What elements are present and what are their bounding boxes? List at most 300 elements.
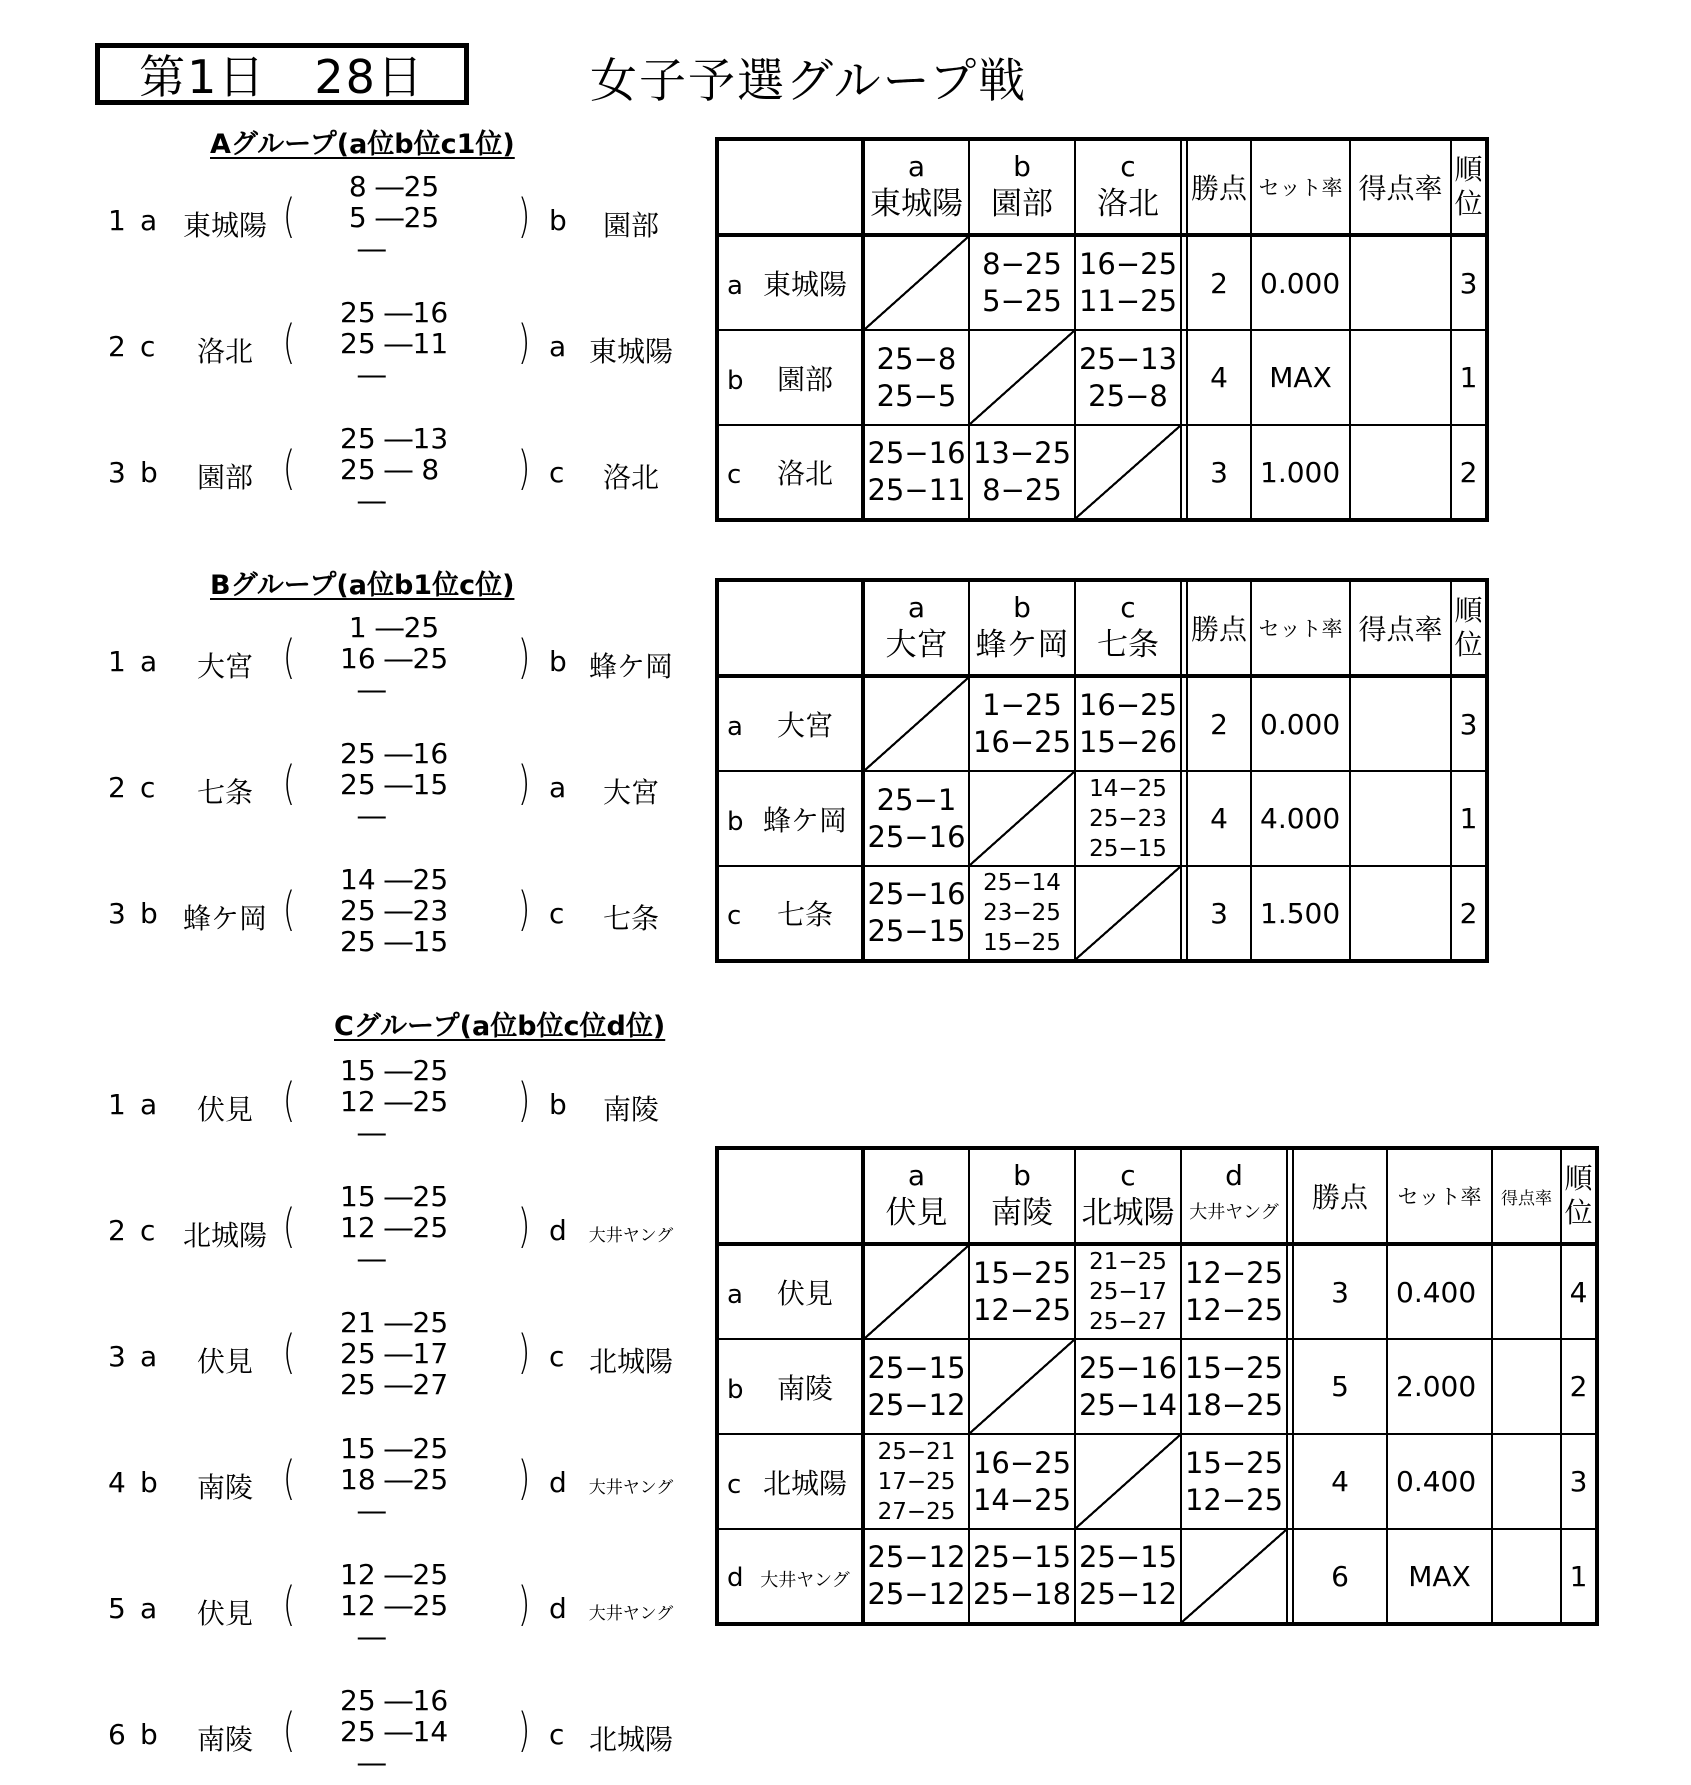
- points-cell: 5: [1293, 1339, 1387, 1434]
- match-number: 1: [108, 204, 126, 237]
- match-row: [0, 1307, 690, 1407]
- match-row: [0, 171, 690, 271]
- match-number: 1: [108, 645, 126, 678]
- set-result: 25−21: [877, 1438, 956, 1465]
- team-b-position: c: [549, 897, 565, 930]
- rank-cell: 2: [1451, 866, 1487, 961]
- result-cell: [969, 1529, 1075, 1624]
- result-cell: [969, 866, 1075, 961]
- set-score: 25 ―16: [340, 737, 449, 770]
- open-paren: (: [282, 1451, 296, 1505]
- team-b-name: 北城陽: [588, 1723, 673, 1756]
- team-b-position: c: [549, 1340, 565, 1373]
- result-cell: [1075, 1339, 1181, 1434]
- column-team-name: 東城陽: [870, 186, 963, 222]
- team-a-position: b: [140, 1718, 158, 1751]
- table-row: [717, 1434, 1597, 1529]
- table-row: [717, 235, 1487, 330]
- set-score: 25 ―11: [340, 327, 449, 360]
- result-cell: [969, 235, 1075, 330]
- set-score: ―: [340, 484, 386, 517]
- set-result: 27−25: [877, 1498, 956, 1525]
- set-result: 25−15: [1089, 835, 1167, 862]
- set-score: ―: [340, 358, 386, 391]
- set-result: 25−14: [1078, 1387, 1178, 1422]
- score-rate-cell: [1350, 676, 1451, 771]
- score-rate-cell: [1492, 1529, 1561, 1624]
- team-b-position: b: [549, 645, 567, 678]
- row-team-name: 北城陽: [762, 1466, 847, 1500]
- column-team-header: [1075, 1148, 1181, 1244]
- table-row: [717, 866, 1487, 961]
- set-result: 25−12: [867, 1540, 966, 1574]
- team-a-name: 伏見: [196, 1597, 253, 1630]
- match-number: 3: [108, 1340, 126, 1373]
- score-rate-header: 得点率: [1350, 580, 1451, 676]
- team-a-name: 大宮: [196, 650, 253, 683]
- row-team-header: [717, 676, 863, 771]
- set-score: 25 ―15: [340, 768, 449, 801]
- score-rate-cell: [1492, 1434, 1561, 1529]
- set-score: 8 ―25: [340, 170, 440, 203]
- set-score: 14 ―25: [340, 863, 449, 896]
- rank-cell: 4: [1561, 1244, 1597, 1339]
- set-scores: [340, 171, 490, 264]
- set-scores: [340, 1307, 490, 1400]
- team-b-position: a: [549, 771, 567, 804]
- set-result: 25−12: [867, 1577, 966, 1611]
- set-scores: [340, 423, 490, 516]
- result-cell: [1075, 330, 1181, 425]
- rank-header: 順位: [1561, 1148, 1597, 1244]
- set-result: 25−23: [1089, 805, 1167, 832]
- result-cell: [1075, 1529, 1181, 1624]
- diagonal-cell: [863, 235, 969, 330]
- group-title: Cグループ(a位b位c位d位): [334, 1011, 666, 1042]
- set-result: 15−25: [983, 930, 1061, 956]
- close-paren: ): [517, 1577, 531, 1631]
- column-letter: b: [1013, 1159, 1031, 1192]
- set-result: 11−25: [1078, 284, 1178, 318]
- row-letter: c: [727, 460, 742, 490]
- row-letter: a: [727, 1280, 743, 1310]
- row-team-name: 伏見: [776, 1277, 833, 1310]
- close-paren: ): [517, 630, 531, 684]
- table-header-row: [717, 1148, 1597, 1244]
- row-team-name: 園部: [776, 362, 833, 396]
- team-a-position: a: [140, 1088, 158, 1121]
- column-letter: c: [1120, 591, 1136, 624]
- row-team-name: 大井ヤング: [760, 1569, 850, 1591]
- set-result: 25−14: [983, 870, 1061, 896]
- open-paren: (: [282, 1703, 296, 1757]
- team-a-name: 園部: [196, 461, 253, 494]
- set-result: 21−25: [1089, 1249, 1167, 1275]
- rank-cell: 2: [1561, 1339, 1597, 1434]
- match-row: [0, 864, 690, 964]
- team-a-name: 伏見: [196, 1345, 253, 1378]
- table-row: [717, 771, 1487, 866]
- match-row: [0, 612, 690, 712]
- result-cell: [1075, 771, 1181, 866]
- row-team-name: 大宮: [776, 709, 833, 742]
- set-result: 18−25: [1184, 1387, 1284, 1422]
- team-a-position: a: [140, 204, 158, 237]
- column-team-header: [1075, 580, 1181, 676]
- column-team-name: 七条: [1097, 627, 1159, 663]
- set-result: 12−25: [1184, 1256, 1284, 1290]
- set-score: 12 ―25: [340, 1085, 449, 1118]
- set-result: 25−8: [1088, 378, 1168, 413]
- set-score: ―: [340, 1242, 386, 1275]
- set-result: 17−25: [877, 1468, 956, 1495]
- row-team-header: [717, 866, 863, 961]
- match-row: [0, 738, 690, 838]
- team-a-position: b: [140, 897, 158, 930]
- diagonal-cell: [1075, 425, 1181, 520]
- result-cell: [1181, 1244, 1287, 1339]
- row-team-name: 南陵: [776, 1371, 833, 1405]
- team-a-position: a: [140, 1340, 158, 1373]
- set-score: 12 ―25: [340, 1558, 449, 1591]
- set-result: 25−16: [1078, 1350, 1178, 1385]
- open-paren: (: [282, 189, 296, 243]
- set-score: 12 ―25: [340, 1211, 449, 1244]
- points-cell: 2: [1187, 676, 1251, 771]
- set-score: 21 ―25: [340, 1306, 449, 1339]
- set-result: 1−25: [982, 688, 1062, 722]
- table-header-row: [717, 580, 1487, 676]
- table-row: [717, 1529, 1597, 1624]
- set-rate-header: セット率: [1251, 139, 1350, 235]
- column-team-header: [863, 139, 969, 235]
- set-rate-cell: MAX: [1387, 1529, 1492, 1624]
- row-team-header: [717, 1339, 863, 1434]
- set-rate-header: セット率: [1251, 580, 1350, 676]
- match-number: 2: [108, 330, 126, 363]
- set-score: 1 ―25: [340, 611, 440, 644]
- set-score: ―: [340, 1116, 386, 1149]
- result-cell: [1075, 1244, 1181, 1339]
- set-result: 25−12: [867, 1387, 966, 1422]
- result-cell: [863, 425, 969, 520]
- team-b-position: a: [549, 330, 567, 363]
- score-rate-cell: [1350, 425, 1451, 520]
- score-rate-cell: [1492, 1339, 1561, 1434]
- points-cell: 3: [1187, 425, 1251, 520]
- set-score: 25 ―14: [340, 1715, 449, 1748]
- set-scores: [340, 1055, 490, 1148]
- set-score: 25 ―23: [340, 894, 449, 927]
- set-score: 25 ―16: [340, 296, 449, 329]
- set-result: 13−25: [972, 436, 1072, 470]
- row-letter: c: [727, 1469, 742, 1500]
- column-team-header: [1075, 139, 1181, 235]
- team-b-position: d: [549, 1592, 567, 1625]
- close-paren: ): [517, 1703, 531, 1757]
- column-letter: d: [1225, 1159, 1243, 1192]
- set-result: 5−25: [982, 284, 1062, 318]
- match-number: 6: [108, 1718, 126, 1751]
- open-paren: (: [282, 1577, 296, 1631]
- column-team-name: 園部: [991, 186, 1053, 222]
- open-paren: (: [282, 630, 296, 684]
- set-rate-cell: 0.000: [1251, 235, 1350, 330]
- row-letter: b: [727, 365, 744, 396]
- row-letter: b: [727, 1374, 744, 1405]
- set-scores: [340, 297, 490, 390]
- set-result: 15−25: [972, 1256, 1072, 1290]
- set-score: ―: [340, 1494, 386, 1527]
- set-score: ―: [340, 1746, 386, 1779]
- rank-cell: 1: [1561, 1529, 1597, 1624]
- points-cell: 4: [1293, 1434, 1387, 1529]
- match-number: 5: [108, 1592, 126, 1625]
- set-result: 25−27: [1089, 1309, 1167, 1335]
- result-cell: [863, 1339, 969, 1434]
- set-scores: [340, 1685, 490, 1778]
- match-row: [0, 297, 690, 397]
- open-paren: (: [282, 1073, 296, 1127]
- team-a-name: 洛北: [196, 335, 253, 368]
- close-paren: ): [517, 1325, 531, 1379]
- open-paren: (: [282, 441, 296, 495]
- team-b-name: 大井ヤング: [588, 1604, 674, 1624]
- result-cell: [863, 866, 969, 961]
- set-result: 12−25: [1184, 1293, 1284, 1327]
- table-row: [717, 1339, 1597, 1434]
- set-score: ―: [340, 673, 386, 706]
- score-rate-cell: [1350, 330, 1451, 425]
- column-letter: c: [1120, 150, 1136, 183]
- row-letter: a: [727, 271, 743, 301]
- close-paren: ): [517, 1199, 531, 1253]
- open-paren: (: [282, 882, 296, 936]
- set-score: 15 ―25: [340, 1180, 449, 1213]
- standings-table: [715, 1146, 1599, 1626]
- set-score: 25 ―13: [340, 422, 449, 455]
- set-result: 15−26: [1078, 725, 1178, 759]
- row-team-header: [717, 1244, 863, 1339]
- team-a-position: c: [140, 771, 156, 804]
- row-letter: d: [727, 1562, 744, 1593]
- points-cell: 4: [1187, 330, 1251, 425]
- set-result: 16−25: [1078, 688, 1178, 722]
- row-team-header: [717, 1434, 863, 1529]
- set-rate-cell: 1.500: [1251, 866, 1350, 961]
- set-rate-cell: 2.000: [1387, 1339, 1492, 1434]
- set-score: ―: [340, 1620, 386, 1653]
- points-cell: 3: [1293, 1244, 1387, 1339]
- match-number: 1: [108, 1088, 126, 1121]
- team-b-position: d: [549, 1466, 567, 1499]
- set-result: 25−17: [1089, 1279, 1167, 1305]
- points-header: 勝点: [1187, 580, 1251, 676]
- close-paren: ): [517, 1073, 531, 1127]
- set-result: 8−25: [982, 247, 1062, 281]
- column-letter: a: [907, 150, 926, 183]
- row-team-name: 蜂ケ岡: [762, 803, 847, 837]
- open-paren: (: [282, 1199, 296, 1253]
- set-result: 25−18: [972, 1577, 1072, 1611]
- team-a-position: c: [140, 330, 156, 363]
- team-b-name: 蜂ケ岡: [588, 650, 673, 683]
- row-team-name: 東城陽: [762, 268, 847, 301]
- set-scores: [340, 738, 490, 831]
- match-row: [0, 1055, 690, 1155]
- set-scores: [340, 612, 490, 705]
- set-score: 25 ―15: [340, 925, 449, 958]
- rank-cell: 1: [1451, 330, 1487, 425]
- result-cell: [1075, 676, 1181, 771]
- set-score: 18 ―25: [340, 1463, 449, 1496]
- match-number: 3: [108, 456, 126, 489]
- team-b-position: c: [549, 1718, 565, 1751]
- column-team-header: [969, 1148, 1075, 1244]
- set-result: 25−5: [876, 378, 957, 413]
- corner-cell: [717, 580, 863, 676]
- set-rate-header: セット率: [1387, 1148, 1492, 1244]
- set-score: 15 ―25: [340, 1054, 449, 1087]
- team-b-name: 北城陽: [588, 1345, 673, 1378]
- set-score: ―: [340, 799, 386, 832]
- diagonal-cell: [1181, 1529, 1287, 1624]
- match-row: [0, 1433, 690, 1533]
- set-result: 15−25: [1184, 1350, 1284, 1385]
- set-result: 25−13: [1078, 341, 1178, 376]
- set-result: 25−1: [876, 782, 957, 817]
- set-rate-cell: 1.000: [1251, 425, 1350, 520]
- column-letter: a: [907, 1159, 926, 1192]
- points-header: 勝点: [1187, 139, 1251, 235]
- set-score: 25 ―17: [340, 1337, 449, 1370]
- table-row: [717, 425, 1487, 520]
- result-cell: [863, 1529, 969, 1624]
- team-b-position: d: [549, 1214, 567, 1247]
- rank-cell: 3: [1451, 676, 1487, 771]
- set-result: 25−12: [1078, 1577, 1178, 1611]
- diagonal-cell: [1075, 1434, 1181, 1529]
- set-rate-cell: 0.400: [1387, 1434, 1492, 1529]
- rank-cell: 3: [1561, 1434, 1597, 1529]
- team-b-name: 七条: [602, 902, 659, 935]
- team-a-name: 北城陽: [182, 1219, 267, 1252]
- set-score: 25 ―16: [340, 1684, 449, 1717]
- team-b-name: 洛北: [602, 461, 659, 494]
- score-rate-cell: [1350, 866, 1451, 961]
- diagonal-cell: [1075, 866, 1181, 961]
- team-b-name: 南陵: [602, 1093, 659, 1126]
- team-b-name: 大井ヤング: [588, 1226, 674, 1246]
- column-letter: b: [1013, 150, 1031, 183]
- points-header: 勝点: [1293, 1148, 1387, 1244]
- set-score: 5 ―25: [340, 201, 440, 234]
- set-result: 25−8: [876, 341, 957, 376]
- day-label: 第1日 28日: [95, 43, 469, 105]
- set-rate-cell: 4.000: [1251, 771, 1350, 866]
- points-cell: 3: [1187, 866, 1251, 961]
- column-team-name: 北城陽: [1081, 1195, 1175, 1231]
- team-b-name: 園部: [602, 209, 659, 242]
- result-cell: [1075, 235, 1181, 330]
- score-rate-header: 得点率: [1492, 1148, 1561, 1244]
- result-cell: [1181, 1434, 1287, 1529]
- result-cell: [969, 1244, 1075, 1339]
- set-result: 25−15: [867, 914, 966, 948]
- set-scores: [340, 1433, 490, 1526]
- open-paren: (: [282, 756, 296, 810]
- result-cell: [969, 1434, 1075, 1529]
- group-title: Aグループ(a位b位c1位): [210, 129, 515, 160]
- set-result: 25−15: [1078, 1540, 1178, 1574]
- match-number: 2: [108, 1214, 126, 1247]
- result-cell: [863, 330, 969, 425]
- team-a-position: b: [140, 1466, 158, 1499]
- team-b-name: 大井ヤング: [588, 1478, 674, 1498]
- row-team-name: 洛北: [776, 457, 833, 490]
- set-result: 25−16: [867, 877, 966, 911]
- standings-table: [715, 137, 1489, 522]
- rank-cell: 2: [1451, 425, 1487, 520]
- team-a-name: 南陵: [196, 1723, 253, 1756]
- row-letter: a: [727, 712, 743, 742]
- set-score: 15 ―25: [340, 1432, 449, 1465]
- table-header-row: [717, 139, 1487, 235]
- match-number: 3: [108, 897, 126, 930]
- row-team-header: [717, 330, 863, 425]
- table-row: [717, 1244, 1597, 1339]
- column-team-header: [969, 580, 1075, 676]
- set-result: 16−25: [972, 725, 1072, 759]
- rank-cell: 3: [1451, 235, 1487, 330]
- corner-cell: [717, 1148, 863, 1244]
- team-b-position: b: [549, 204, 567, 237]
- team-b-name: 大宮: [602, 776, 659, 809]
- column-team-name: 洛北: [1097, 186, 1159, 222]
- result-cell: [969, 425, 1075, 520]
- team-a-name: 南陵: [196, 1471, 253, 1504]
- close-paren: ): [517, 189, 531, 243]
- team-b-name: 東城陽: [588, 335, 673, 368]
- row-team-header: [717, 771, 863, 866]
- result-cell: [1181, 1339, 1287, 1434]
- score-rate-cell: [1350, 771, 1451, 866]
- row-team-name: 七条: [776, 898, 833, 931]
- column-team-name: 大宮: [885, 627, 948, 663]
- row-team-header: [717, 235, 863, 330]
- row-letter: c: [727, 901, 742, 931]
- set-result: 14−25: [1089, 775, 1167, 802]
- diagonal-cell: [863, 676, 969, 771]
- score-rate-cell: [1350, 235, 1451, 330]
- close-paren: ): [517, 441, 531, 495]
- set-scores: [340, 1559, 490, 1652]
- team-a-position: b: [140, 456, 158, 489]
- team-b-position: b: [549, 1088, 567, 1121]
- close-paren: ): [517, 1451, 531, 1505]
- set-score: ―: [340, 232, 386, 265]
- set-result: 25−16: [867, 436, 966, 470]
- set-score: 12 ―25: [340, 1589, 449, 1622]
- set-result: 16−25: [1078, 247, 1178, 281]
- page-title: 女子予選グループ戦: [590, 54, 1028, 109]
- corner-cell: [717, 139, 863, 235]
- match-number: 4: [108, 1466, 126, 1499]
- table-row: [717, 676, 1487, 771]
- team-a-name: 七条: [196, 776, 253, 809]
- set-rate-cell: 0.400: [1387, 1244, 1492, 1339]
- diagonal-cell: [969, 1339, 1075, 1434]
